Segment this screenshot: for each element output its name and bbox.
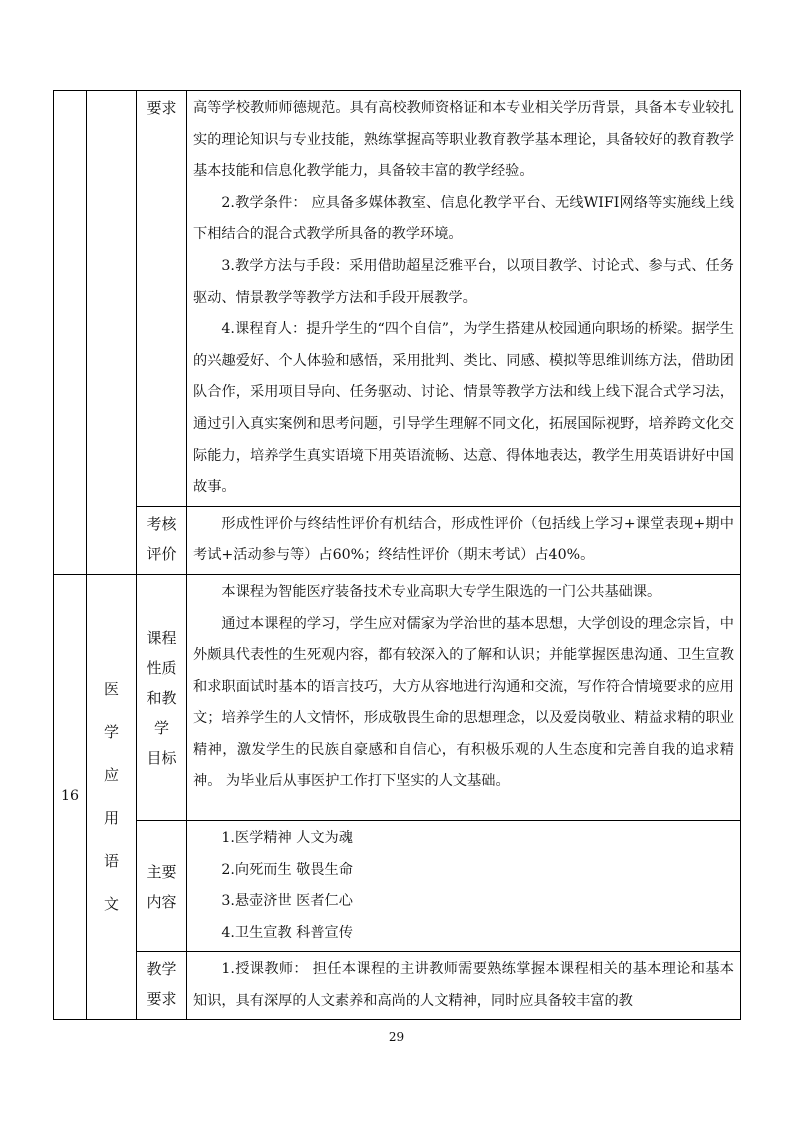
row-label-requirements	[137, 91, 187, 507]
paragraph: 高等学校教师师德规范。具有高校教师资格证和本专业相关学历背景，具备本专业较扎实的理论知识与专业技能，熟练掌握高等职业教育教学基本理论，具备较好的教育教学基本技能和信息化教学能力，具备较丰富的教学经验。	[193, 100, 734, 180]
table-row-requirements	[54, 91, 741, 507]
table-row-course-teaching	[54, 952, 741, 1020]
label-text: 课程	[146, 629, 177, 648]
label-text: 评价	[146, 544, 177, 563]
label-text: 和教	[146, 689, 177, 708]
label-text: 考核	[146, 514, 177, 533]
course-standard-table	[53, 90, 741, 1020]
teaching-content	[187, 952, 741, 1020]
row-label-assessment	[137, 506, 187, 574]
course-name-char: 文	[103, 895, 119, 914]
row-label-goals	[137, 574, 187, 820]
label-text: 内容	[146, 893, 177, 912]
course-name-char: 学	[103, 723, 119, 742]
list-item: 4.卫生宣教 科普宣传	[221, 924, 353, 941]
course-number: 16	[54, 574, 87, 1020]
row-label-content	[137, 820, 187, 951]
goals-content	[187, 574, 741, 820]
paragraph: 4.课程育人：提升学生的“四个自信”，为学生搭建从校园通向职场的桥梁。据学生的兴趣爱好、个人体验和感悟，采用批判、类比、同感、模拟等思维训练方法，借助团队合作，采用项目导向、任务驱动、讨论、情景等教学方法和线上线下混合式学习法，通过引入真实案例和思考问题，引导学生理解不同文化，拓展国际视野，培养跨文化交际能力，培养学生真实语境下用英语流畅、达意、得体地表达，教学生用英语讲好中国故事。	[193, 321, 734, 496]
table-row-course-goals	[54, 574, 741, 820]
requirements-content	[187, 91, 741, 507]
paragraph: 通过本课程的学习，学生应对儒家为学治世的基本思想，大学创设的理念宗旨，中外颇具代表性的生死观内容，都有较深入的了解和认识；并能掌握医患沟通、卫生宣教和求职面试时基本的语言技巧，大方从容地进行沟通和交流，写作符合情境要求的应用文；培养学生的人文情怀，形成敬畏生命的思想理念，以及爱岗敬业、精益求精的职业精神，激发学生的民族自豪感和自信心，有积极乐观的人生态度和完善自我的追求精神。 为毕业后从事医护工作打下坚实的人文基础。	[193, 615, 734, 790]
label-text: 性质	[146, 659, 177, 678]
row-label-teaching	[137, 952, 187, 1020]
category-cell-empty	[87, 91, 137, 575]
label-text: 教学	[146, 960, 177, 979]
main-content-list	[187, 820, 741, 951]
course-name-char: 应	[103, 766, 119, 785]
course-name-char: 用	[103, 809, 119, 828]
label-text: 主要	[146, 863, 177, 882]
table-row-assessment	[54, 506, 741, 574]
number-cell-empty	[54, 91, 87, 575]
assessment-content	[187, 506, 741, 574]
paragraph: 3.教学方法与手段：采用借助超星泛雅平台，以项目教学、讨论式、参与式、任务驱动、情景教学等教学方法和手段开展教学。	[193, 257, 734, 306]
list-item: 2.向死而生 敬畏生命	[221, 861, 353, 878]
course-name-char: 语	[103, 852, 119, 871]
list-item: 1.医学精神 人文为魂	[221, 829, 353, 846]
label-text: 要求	[146, 99, 177, 117]
label-text: 学	[153, 719, 169, 738]
paragraph: 本课程为智能医疗装备技术专业高职大专学生限选的一门公共基础课。	[221, 583, 662, 600]
paragraph: 形成性评价与终结性评价有机结合，形成性评价（包括线上学习+课堂表现+期中考试+活动参与等）占60%；终结性评价（期末考试）占40%。	[193, 515, 734, 564]
table-row-course-content	[54, 820, 741, 951]
paragraph: 2.教学条件： 应具备多媒体教室、信息化教学平台、无线WIFI网络等实施线上线下相结合的混合式教学所具备的教学环境。	[193, 194, 734, 243]
label-text: 目标	[146, 749, 177, 768]
label-text: 要求	[146, 990, 177, 1009]
list-item: 3.悬壶济世 医者仁心	[221, 893, 353, 910]
page-number: 29	[388, 1030, 405, 1044]
paragraph: 1.授课教师： 担任本课程的主讲教师需要熟练掌握本课程相关的基本理论和基本知识，具有深厚的人文素养和高尚的人文精神，同时应具备较丰富的教	[193, 961, 734, 1009]
course-name-char: 医	[103, 680, 119, 699]
course-name	[87, 574, 137, 1020]
